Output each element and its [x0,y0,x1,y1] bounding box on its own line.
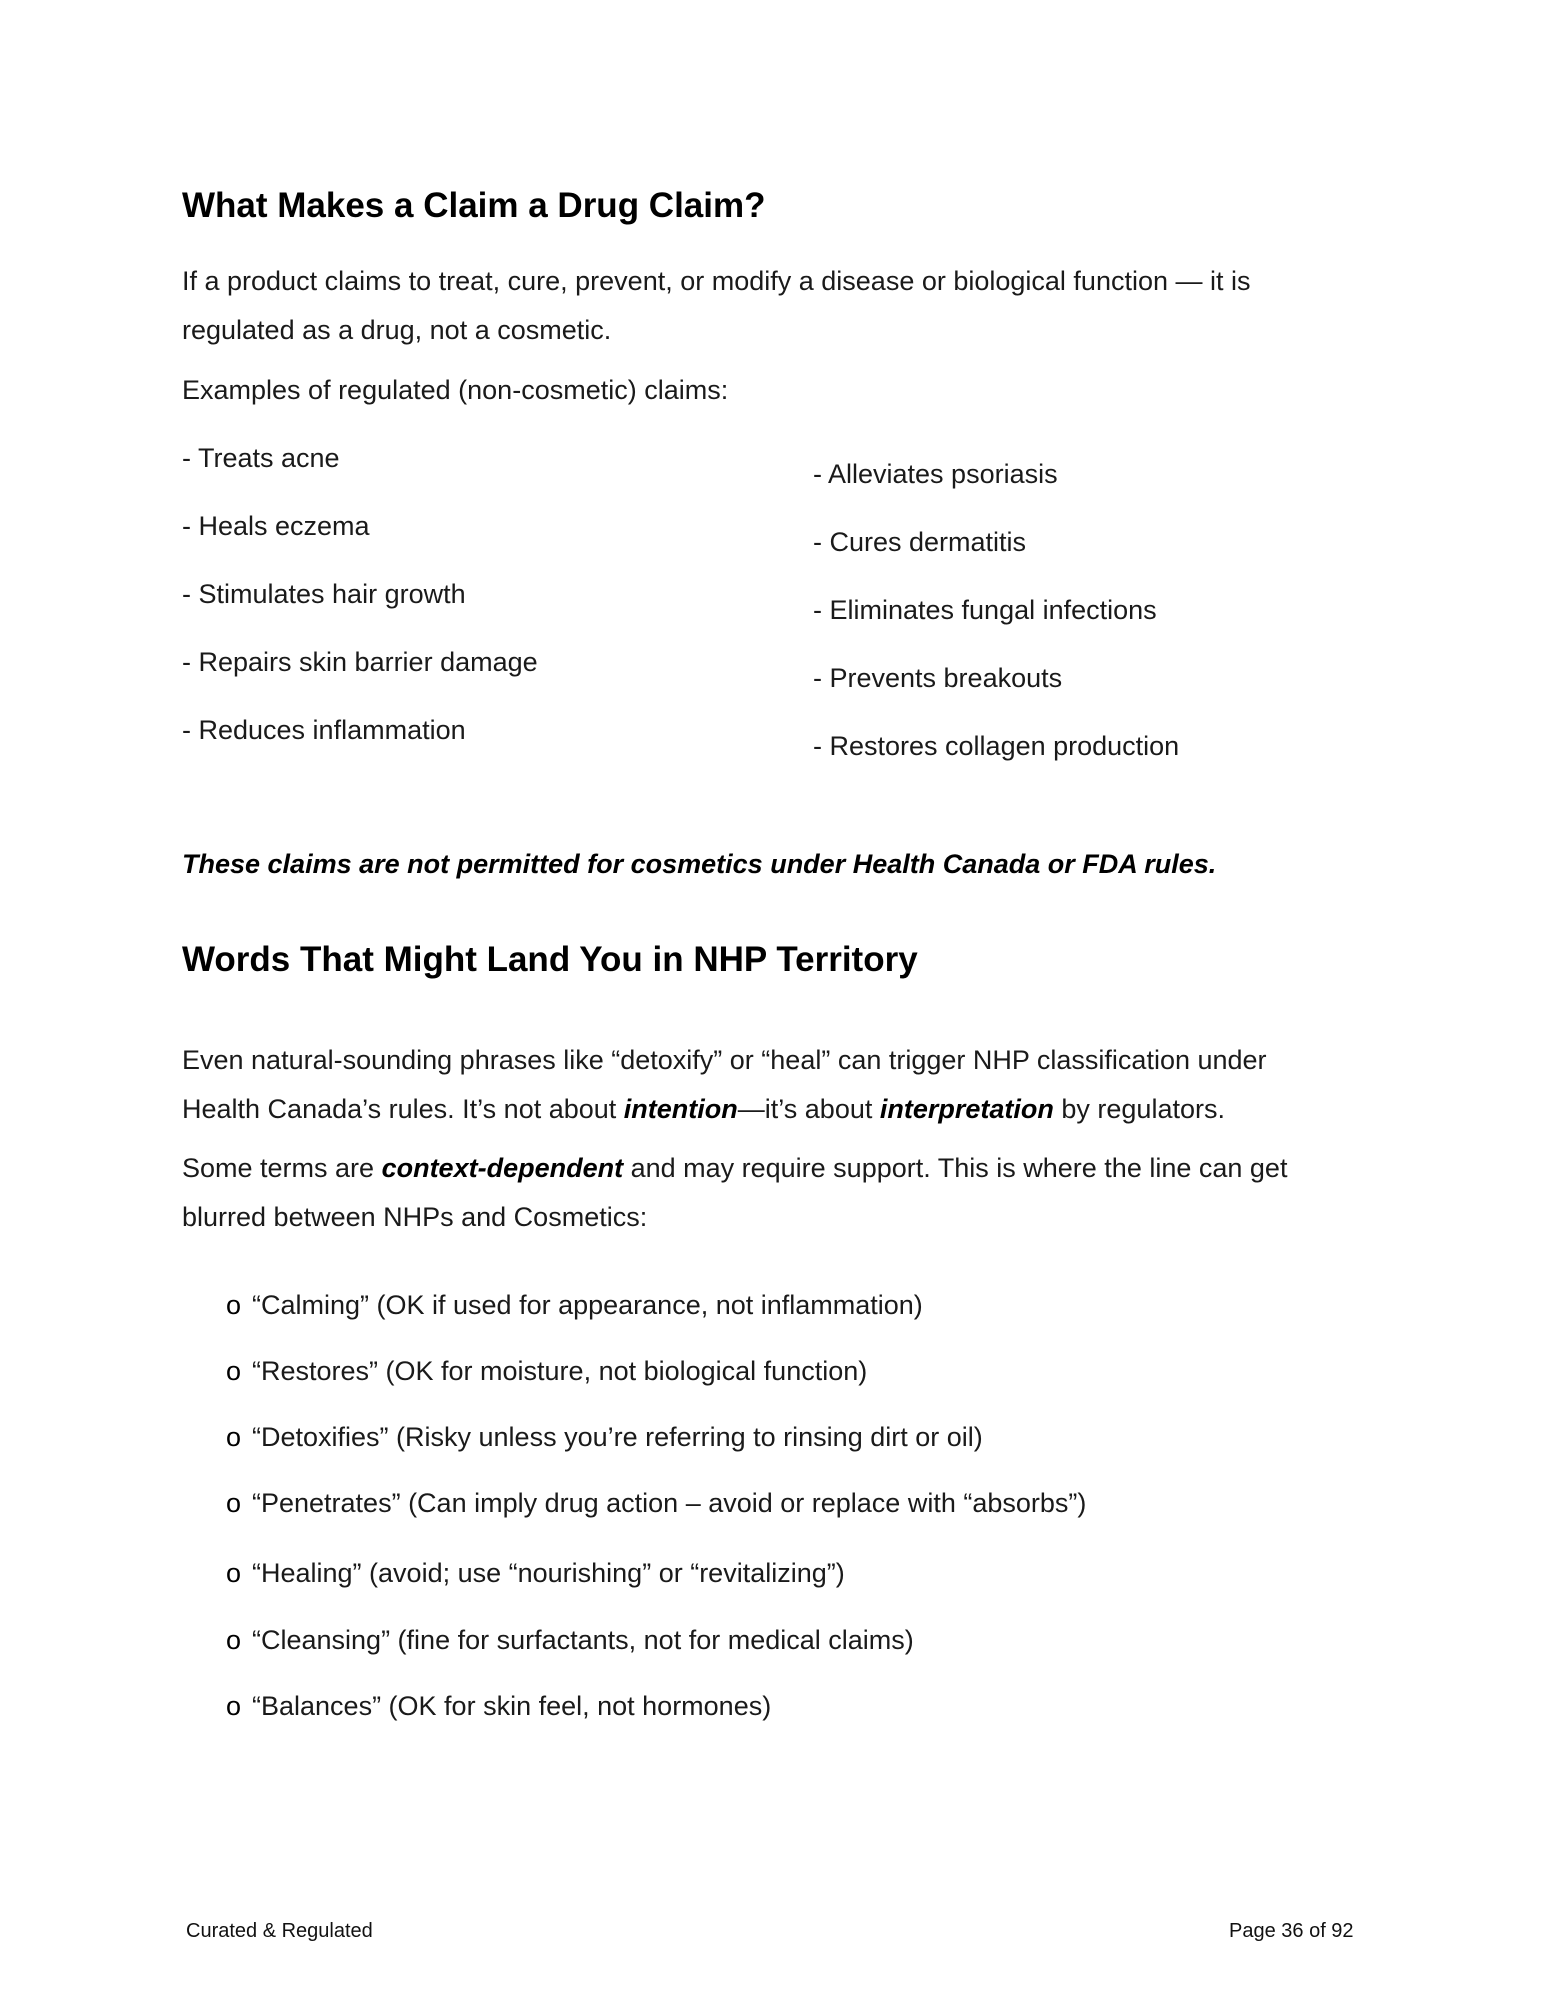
term-list-item [226,1556,845,1590]
intro-paragraph-line-2: regulated as a drug, not a cosmetic. [182,315,612,345]
footer-page-number: Page 36 of 92 [1229,1920,1354,1942]
section-heading-nhp-territory: Words That Might Land You in NHP Territory [182,940,918,979]
term-text: “Balances” (OK for skin feel, not hormones) [252,1691,772,1721]
term-list-item [226,1689,771,1723]
term-list-item [226,1623,914,1657]
claim-item-right: - Alleviates psoriasis [813,459,1058,489]
intro-paragraph-line-1: If a product claims to treat, cure, prevent, or modify a disease or biological function — it is [182,266,1251,296]
text-run: —it’s about [737,1094,880,1124]
text-run: by regulators. [1053,1094,1225,1124]
term-text: “Cleansing” (fine for surfactants, not for medical claims) [252,1625,914,1655]
term-text: “Calming” (OK if used for appearance, not inflammation) [252,1290,923,1320]
emphasis-intention: intention [623,1094,738,1124]
examples-label: Examples of regulated (non-cosmetic) claims: [182,375,729,405]
term-list-item [226,1420,983,1454]
text-run: Some terms are [182,1153,382,1183]
claim-item-right: - Eliminates fungal infections [813,595,1157,625]
claim-item-right: - Cures dermatitis [813,527,1027,557]
claim-item-right: - Restores collagen production [813,731,1180,761]
term-text: “Penetrates” (Can imply drug action – avoid or replace with “absorbs”) [252,1488,1087,1518]
bullet-marker: o [226,1356,242,1386]
bullet-marker: o [226,1290,242,1320]
term-list-item [226,1486,1086,1520]
claim-item-right: - Prevents breakouts [813,663,1063,693]
term-list-item [226,1354,867,1388]
section-heading-drug-claim: What Makes a Claim a Drug Claim? [182,186,766,225]
bullet-marker: o [226,1691,242,1721]
term-text: “Detoxifies” (Risky unless you’re referring to rinsing dirt or oil) [252,1422,983,1452]
term-text: “Restores” (OK for moisture, not biological function) [252,1356,868,1386]
bullet-marker: o [226,1625,242,1655]
bullet-marker: o [226,1558,242,1588]
context-paragraph-line-2: blurred between NHPs and Cosmetics: [182,1202,648,1232]
bullet-marker: o [226,1422,242,1452]
claim-item-left: - Heals eczema [182,511,370,541]
claim-item-left: - Reduces inflammation [182,715,466,745]
claim-item-left: - Stimulates hair growth [182,579,466,609]
term-text: “Healing” (avoid; use “nourishing” or “revitalizing”) [252,1558,845,1588]
term-list-item [226,1288,923,1322]
claim-item-left: - Treats acne [182,443,340,473]
text-run: Health Canada’s rules. It’s not about [182,1094,624,1124]
context-paragraph-line-1 [182,1144,1287,1193]
regulatory-note: These claims are not permitted for cosmetics under Health Canada or FDA rules. [182,849,1217,879]
claim-item-left: - Repairs skin barrier damage [182,647,538,677]
footer-document-title: Curated & Regulated [186,1920,373,1942]
text-run: and may require support. This is where the line can get [623,1153,1288,1183]
nhp-paragraph-line-2 [182,1085,1225,1134]
emphasis-context-dependent: context-dependent [381,1153,624,1183]
emphasis-interpretation: interpretation [879,1094,1054,1124]
bullet-marker: o [226,1488,242,1518]
nhp-paragraph-line-1: Even natural-sounding phrases like “detoxify” or “heal” can trigger NHP classification under [182,1045,1267,1075]
